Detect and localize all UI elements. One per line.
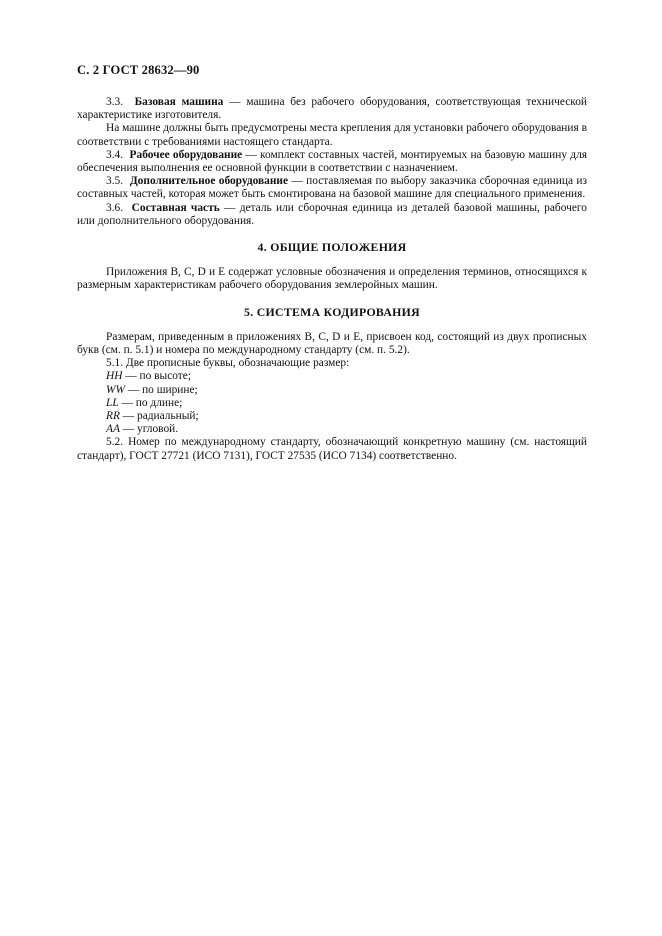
definition: — деталь или сборочная единица из деталей базовой машины, рабочего или дополнительного оборудования.	[77, 201, 587, 227]
code-item	[77, 397, 587, 410]
section-5-heading: 5. СИСТЕМА КОДИРОВАНИЯ	[244, 304, 420, 319]
code-letters: HH	[106, 370, 123, 383]
section-4-heading: 4. ОБЩИЕ ПОЛОЖЕНИЯ	[257, 240, 407, 255]
code-item	[77, 410, 587, 423]
clause-number: 3.5.	[106, 175, 124, 188]
section-5-paragraph: Размерам, приведенным в приложениях B, C, D и E, присвоен код, состоящий из двух прописных букв (см. п. 5.1) и номера по международному стандарту (см. п. 5.2).	[77, 330, 587, 357]
clause-3-4	[77, 149, 587, 175]
clause-5-1: 5.1. Две прописные буквы, обозначающие размер:	[106, 357, 350, 370]
code-description: — радиальный;	[119, 410, 199, 423]
clause-3-3	[77, 96, 587, 122]
clause-5-2: 5.2. Номер по международному стандарту, обозначающий конкретную машину (см. настоящий стандарт), ГОСТ 27721 (ИСО 7131), ГОСТ 27535 (ИСО 7134) соответственно.	[77, 436, 587, 462]
clause-number: 3.4.	[106, 148, 124, 161]
code-item	[77, 384, 587, 397]
clause-number: 3.6.	[106, 201, 124, 214]
code-letters: WW	[106, 383, 125, 396]
code-description: — по высоте;	[122, 370, 192, 383]
clause-3-5	[77, 175, 587, 201]
code-item	[77, 370, 587, 383]
code-letters: RR	[106, 410, 120, 423]
term: Базовая машина	[134, 96, 224, 108]
code-item	[77, 423, 587, 436]
code-description: — по длине;	[118, 396, 183, 409]
code-description: — угловой.	[119, 423, 179, 436]
document-body	[77, 96, 587, 463]
term: Рабочее оборудование	[129, 148, 243, 161]
definition: — поставляемая по выбору заказчика сборочная единица из составных частей, которая может быть смонтирована на базовой машине для специального применения.	[77, 175, 587, 201]
term: Дополнительное оборудование	[129, 175, 289, 188]
clause-number: 3.3.	[106, 96, 124, 108]
section-4-paragraph: Приложения B, C, D и E содержат условные обозначения и определения терминов, относящихся к размерным характеристикам рабочего оборудования землеройных машин.	[77, 266, 587, 292]
clause-3-6	[77, 202, 587, 228]
definition: — комплект составных частей, монтируемых на базовую машину для обеспечения выполнения ее основной функции в соответствии с назначением.	[77, 148, 587, 175]
clause-3-3-note: На машине должны быть предусмотрены места крепления для установки рабочего оборудования в соответствии с требованиями настоящего стандарта.	[77, 122, 587, 148]
code-letters: AA	[106, 423, 120, 436]
page-header: С. 2 ГОСТ 28632—90	[77, 63, 200, 77]
definition: — машина без рабочего оборудования, соответствующая технической характеристике изготовителя.	[77, 96, 587, 122]
term: Составная часть	[131, 201, 220, 214]
code-letters: LL	[106, 396, 119, 409]
code-description: — по ширине;	[124, 383, 198, 396]
